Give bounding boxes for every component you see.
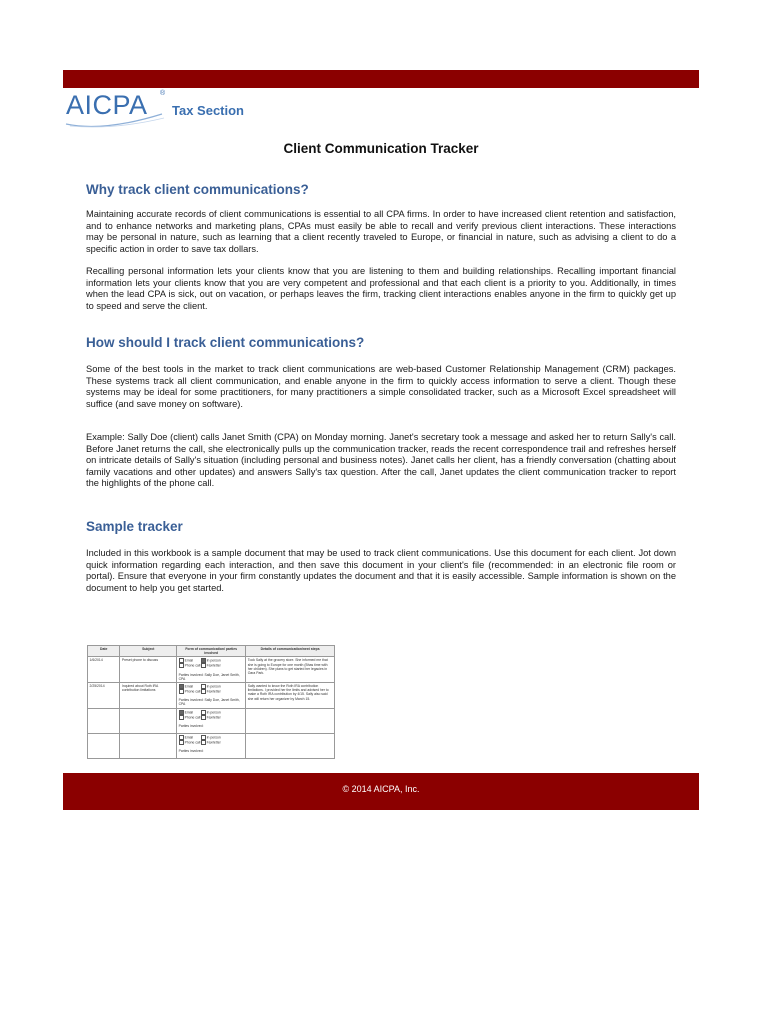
checkbox-icon[interactable] [201,663,206,668]
checkbox-icon[interactable] [201,715,206,720]
table-row [88,733,335,758]
logo-section-text: Tax Section [172,103,245,118]
copyright-text: © 2014 AICPA, Inc. [342,784,420,794]
option-label: Email [184,658,194,663]
tracker-cell-subject [120,708,177,733]
option-label: Phone call [184,663,201,668]
checkbox-icon[interactable] [179,715,184,720]
tracker-cell-details [246,733,335,758]
option-label: Fax/letter [206,663,221,668]
option-label: Fax/letter [206,715,221,720]
heading-sample-tracker: Sample tracker [86,519,183,534]
tracker-cell-details: Sally wanted to know the Roth IRA contribution limitations. I provided her the limits and advised her to make a Roth IRA contribution by 4/15. Sally also said she will return her organizer by March 15. [246,683,335,709]
tracker-cell-subject: Preset phone to discuss [120,657,177,683]
parties-label: Parties involved: [178,698,204,703]
tracker-cell-form [177,708,246,733]
paragraph-sample-1: Included in this workbook is a sample document that may be used to track client communications. Use this document for each client. Jot down quick information regarding each interaction, and then save this document in your client's file (recommended: in an electronic file room or portal). Ensure that everyone in your firm constantly updates the document and that it is easily accessible. Sample information is shown on the document to help you get started. [86,548,676,593]
parties-value: Sally Doe, Janet Smith, CPA [178,672,240,681]
tracker-header-subject: Subject [120,646,177,657]
tracker-cell-details [246,708,335,733]
logo-registered-mark: ® [160,90,166,97]
checkbox-icon[interactable] [201,689,206,694]
tracker-cell-subject [120,733,177,758]
tracker-cell-date: 2/25/2014 [88,683,120,709]
option-label: In person [206,735,221,740]
tracker-header-date: Date [88,646,120,657]
table-row [88,657,335,683]
option-label: Fax/letter [206,689,221,694]
footer-banner [63,773,699,810]
tracker-header-details: Details of communication/next steps [246,646,335,657]
communication-option [179,689,201,694]
option-label: Phone call [184,715,201,720]
communication-option [179,740,201,745]
option-label: In person [206,710,221,715]
heading-how-track: How should I track client communications? [86,335,365,350]
option-label: In person [206,684,221,689]
tracker-cell-date: 1/6/2014 [88,657,120,683]
tracker-cell-form [177,733,246,758]
paragraph-how-1: Some of the best tools in the market to track client communications are web-based Customer Relationship Management (CRM) packages. These systems track all client communication, and enable anyone in the firm to quickly access information to serve a client. Though these systems may be ideal for some practitioners, for many practitioners a simple consolidated tracker, such as a Microsoft Excel spreadsheet will suffice (and save money on software). [86,364,676,409]
tracker-cell-form [177,657,246,683]
paragraph-why-2: Recalling personal information lets your clients know that you are listening to them and building relationships. Recalling important financial information lets your clients know that you are very competent and professional and that each client is a priority to you. Additionally, in times when the lead CPA is sick, out on vacation, or perhaps leaves the firm, tracking client interactions enables anyone in the firm to quickly get up to speed and serve the client. [86,266,676,311]
tracker-header-row [88,646,335,657]
sample-tracker-table [87,645,335,759]
parties-label: Parties involved: [178,748,204,753]
heading-why-track: Why track client communications? [86,182,309,197]
aicpa-logo [64,90,324,126]
option-label: Fax/letter [206,740,221,745]
checkbox-icon[interactable] [179,740,184,745]
option-label: Email [184,710,194,715]
paragraph-why-1: Maintaining accurate records of client communications is essential to all CPA firms. In order to have increased client retention and satisfaction, and to enhance networks and marketing plans, CPAs must easily be able to recall and verify previous client interactions. These interactions may be personal in nature, such as learning that a client recently traveled to Europe, or financial in nature, such as advising a client to do a specific action in order to save tax dollars. [86,209,676,254]
communication-option [201,663,223,668]
tracker-header-form: Form of communication/ parties involved [177,646,246,657]
top-banner [63,70,699,88]
checkbox-icon[interactable] [201,740,206,745]
tracker-cell-date [88,733,120,758]
tracker-cell-form [177,683,246,709]
option-label: Email [184,735,194,740]
parties-label: Parties involved: [178,672,204,677]
communication-option [201,740,223,745]
option-label: Email [184,684,194,689]
document-title: Client Communication Tracker [283,141,479,156]
communication-option [201,689,223,694]
checkbox-icon[interactable] [179,663,184,668]
table-row [88,708,335,733]
table-row [88,683,335,709]
tracker-cell-subject: Inquired about Roth IRA contribution limitations [120,683,177,709]
option-label: Phone call [184,689,201,694]
checkbox-icon[interactable] [179,689,184,694]
parties-label: Parties involved: [178,723,204,728]
communication-option [179,715,201,720]
communication-option [201,715,223,720]
option-label: Phone call [184,740,201,745]
tracker-cell-date [88,708,120,733]
parties-value: Sally Doe, Janet Smith, CPA [178,698,240,707]
paragraph-how-2: Example: Sally Doe (client) calls Janet Smith (CPA) on Monday morning. Janet's secretary took a message and asked her to return Sally's call. Before Janet returns the call, she electronically pulls up the communication tracker, reads the recent correspondence trail and refreshes herself on intricate details of Sally's situation (including personal and business notes). Janet calls her client, has a friendly conversation (chatting about family vacations and other updates) and answers Sally's tax question. After the call, Janet updates the client communication tracker to report the highlights of the phone call. [86,432,676,489]
logo-org-text: AICPA [66,90,148,120]
communication-option [179,663,201,668]
tracker-cell-details: Took Sally at the grocery store. She informed me that she is going to Europe for one month (Bhas time with her children). She plans to get started her legacies in Oara Park. [246,657,335,683]
option-label: In person [206,658,221,663]
